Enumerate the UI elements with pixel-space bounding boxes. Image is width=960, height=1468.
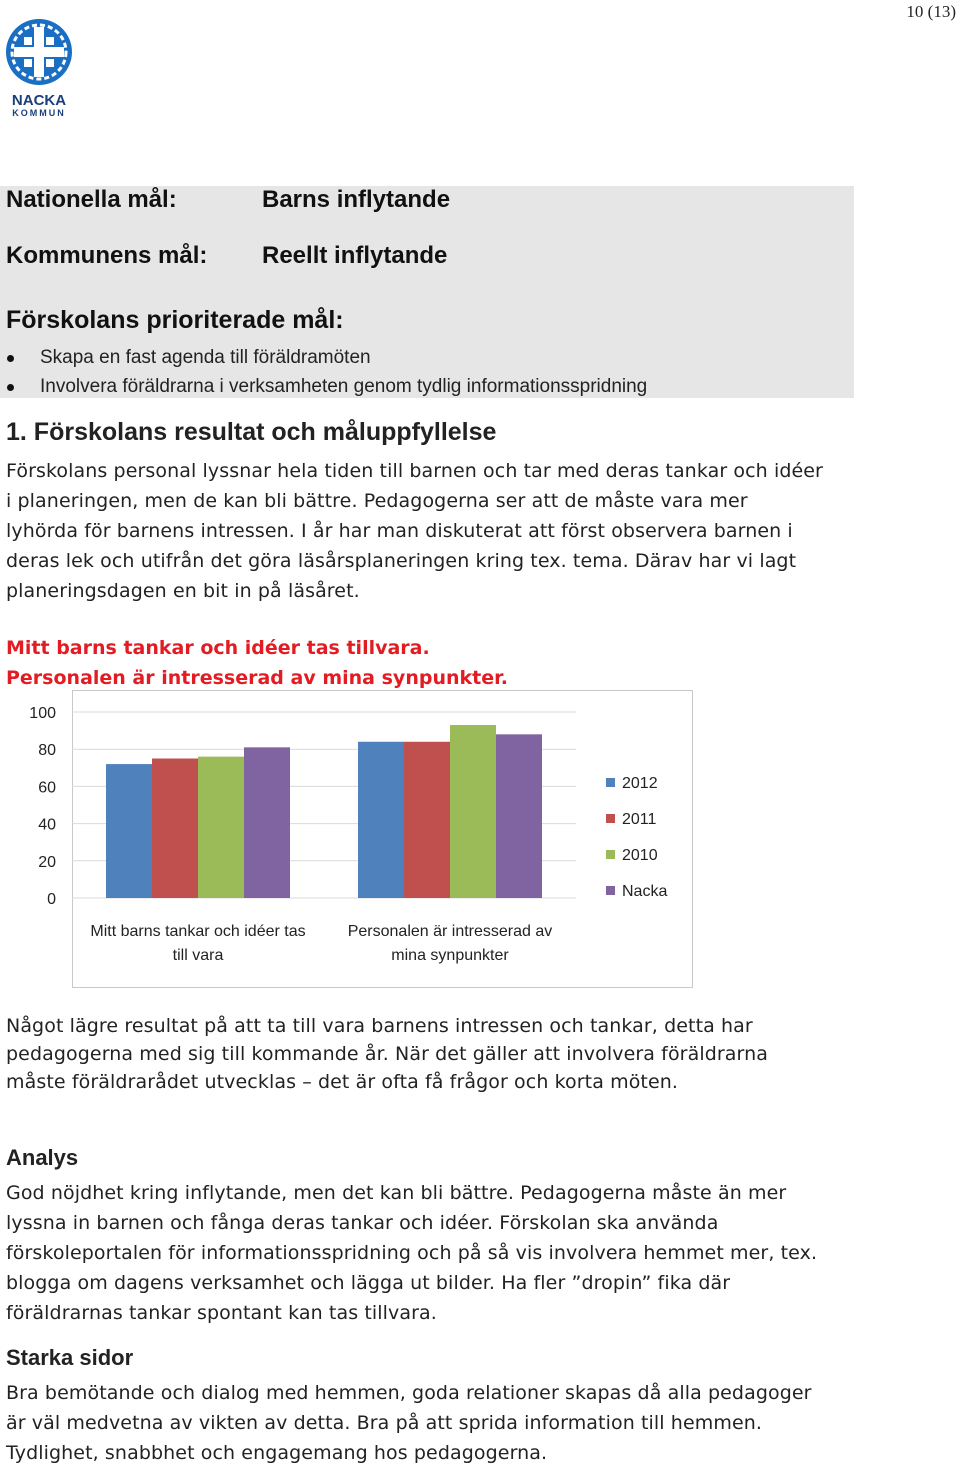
paragraph-line: lyhörda för barnens intressen. I år har man diskuterat att först observera barnen i [6,520,793,542]
municipal-goal-label: Kommunens mål: [6,242,208,269]
x-tick-label: Mitt barns tankar och idéer tas [90,923,306,940]
paragraph-line: blogga om dagens verksamhet och lägga ut bilder. Ha fler ”dropin” fika där [6,1272,731,1294]
survey-question-1: Mitt barns tankar och idéer tas tillvara. [6,637,430,659]
bar [404,742,450,898]
paragraph-line: deras lek och utifrån det göra läsårsplaneringen kring tex. tema. Därav har vi lagt [6,550,797,572]
national-goal-value: Barns inflytande [262,186,451,213]
logo-text-nacka: NACKA [11,92,67,109]
y-tick-label: 40 [38,816,56,834]
legend-label: 2012 [622,775,658,792]
strengths-heading: Starka sidor [6,1345,134,1370]
paragraph-line: Tydlighet, snabbhet och engagemang hos pedagogerna. [6,1442,548,1464]
legend-swatch [606,778,615,787]
section-heading-results: 1. Förskolans resultat och måluppfyllelse [6,418,497,446]
bar [244,747,290,898]
bar [358,742,404,898]
bar [450,725,496,898]
bar [198,757,244,898]
y-tick-label: 100 [29,705,56,722]
paragraph-line: lyssna in barnen och fånga deras tankar och idéer. Förskolan ska använda [6,1212,719,1234]
paragraph-line: God nöjdhet kring inflytande, men det kan bli bättre. Pedagogerna måste än mer [6,1182,787,1204]
paragraph-line: planeringsdagen en bit in på läsåret. [6,580,360,602]
list-item: Skapa en fast agenda till föräldramöten [0,343,647,372]
analysis-paragraph [6,1178,856,1328]
strengths-paragraph [6,1378,856,1468]
nacka-logo [3,18,75,118]
paragraph-line: i planeringen, men de kan bli bättre. Pedagogerna ser att de måste vara mer [6,490,748,512]
y-tick-label: 80 [38,742,56,760]
page-number: 10 (13) [906,2,956,21]
list-item: Involvera föräldrarna i verksamheten genom tydlig informationsspridning [0,372,647,401]
legend-label: 2010 [622,847,658,864]
conclusion-paragraph [6,1012,856,1096]
x-tick-label: till vara [172,947,224,964]
priority-goals-title: Förskolans prioriterade mål: [6,306,344,334]
bullet-icon [7,355,14,362]
y-tick-label: 0 [47,891,56,908]
analysis-heading: Analys [6,1145,79,1170]
paragraph-line: Något lägre resultat på att ta till vara barnens intressen och tankar, detta har [6,1015,753,1037]
priority-goals-list [0,343,647,401]
paragraph-line: Bra bemötande och dialog med hemmen, goda relationer skapas då alla pedagoger [6,1382,812,1404]
bar [496,734,542,898]
paragraph-line: föräldrarnas tankar spontant kan tas tillvara. [6,1302,437,1324]
bullet-icon [7,384,14,391]
bar [152,759,198,899]
municipal-goal-value: Reellt inflytande [262,242,448,269]
survey-question-2: Personalen är intresserad av mina synpunkter. [6,667,508,689]
legend-label: 2011 [622,811,657,828]
national-goal-label: Nationella mål: [6,186,177,213]
paragraph-line: förskoleportalen för informationsspridning och på så vis involvera hemmet mer, tex. [6,1242,818,1264]
legend-swatch [606,814,615,823]
results-bar-chart [0,690,700,990]
paragraph-line: är väl medvetna av vikten av detta. Bra på att sprida information till hemmen. [6,1412,763,1434]
paragraph-line: Förskolans personal lyssnar hela tiden till barnen och tar med deras tankar och idéer [6,460,823,482]
y-tick-label: 60 [38,779,56,797]
x-tick-label: Personalen är intresserad av [347,923,553,940]
legend-swatch [606,886,615,895]
legend-swatch [606,850,615,859]
bar [106,764,152,898]
paragraph-line: måste föräldrarådet utvecklas – det är ofta få frågor och korta möten. [6,1071,679,1093]
logo-text-kommun: KOMMUN [12,108,66,118]
paragraph-line: pedagogerna med sig till kommande år. När det gäller att involvera föräldrarna [6,1043,768,1065]
legend-label: Nacka [622,883,668,900]
results-paragraph [6,456,856,606]
y-tick-label: 20 [38,853,56,871]
x-tick-label: mina synpunkter [391,947,509,964]
